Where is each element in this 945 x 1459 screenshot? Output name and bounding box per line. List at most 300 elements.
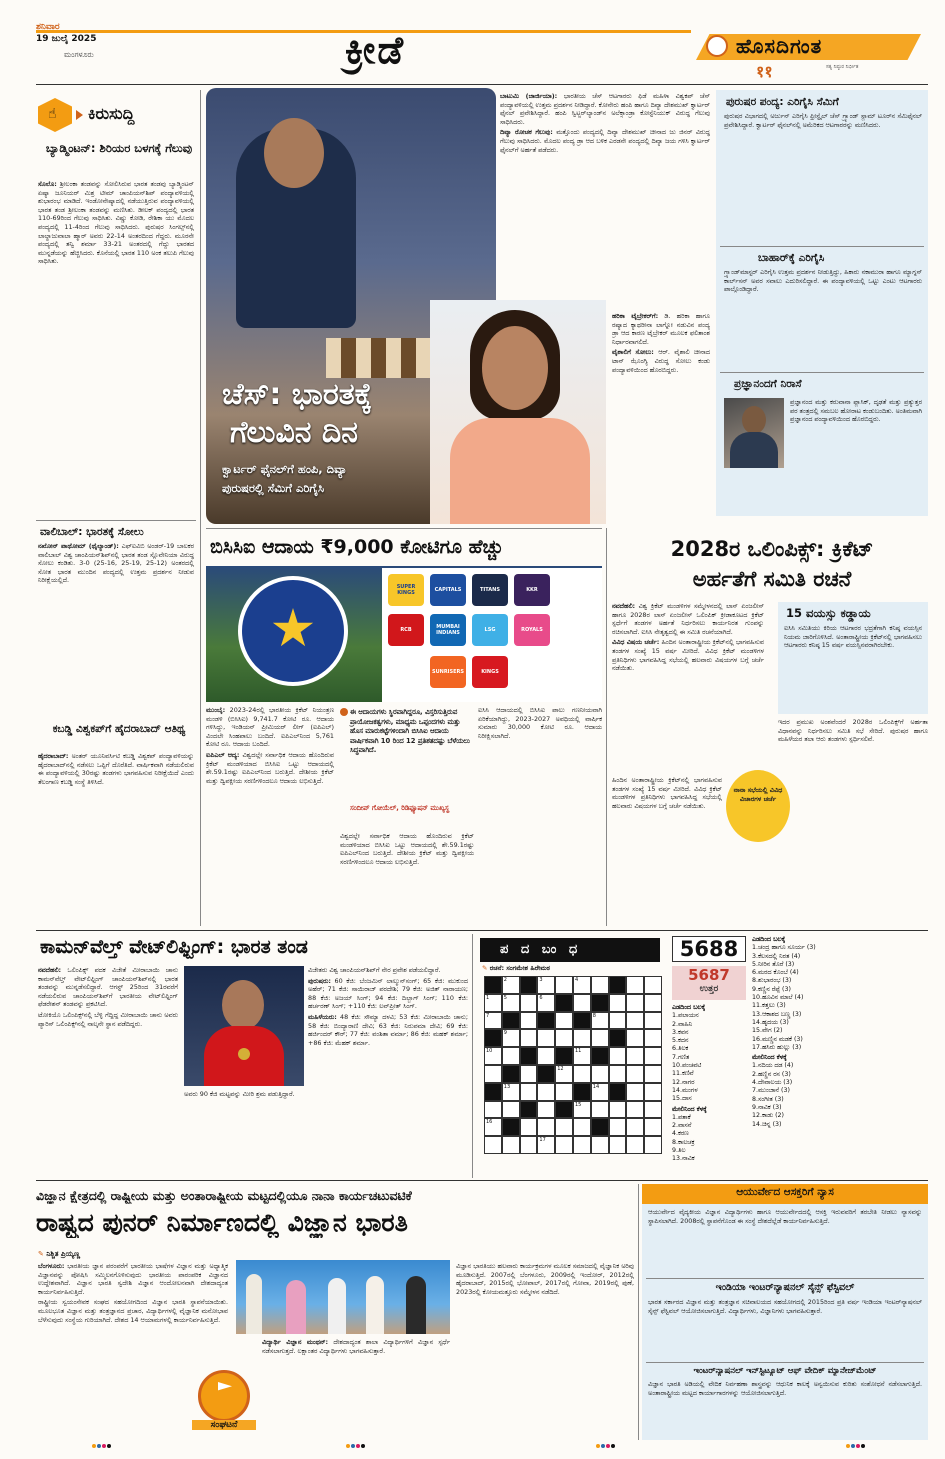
clue-down-item: 4.ದೇವಾಲಯ (3) [752,1079,793,1087]
crossword-cell[interactable] [520,994,538,1012]
wl-right-rule [472,934,473,1178]
bcci-col3 [478,706,602,926]
divya-subhead: ದಿವ್ಯಾ ರೋಚಕ ಗೆಲುವು: [500,128,553,137]
crossword-cell [537,1065,555,1083]
reg-dots-2 [346,1444,365,1448]
wl-col1 [38,966,178,1176]
crossword-cell [520,1101,538,1119]
crossword-clues [752,936,928,1129]
prev-across-item: 6.ತಿಲಕ [672,1045,689,1053]
crossword-cell[interactable]: 1 [484,994,502,1012]
ipl-logo-rr: ROYALS [514,614,550,646]
crossword-cell[interactable] [573,994,591,1012]
crossword-cell[interactable] [644,1101,662,1119]
crossword-cell[interactable]: 10 [484,1047,502,1065]
crossword-cell [484,1083,502,1101]
clue-down-item: 9.ನಾವಿಕ (3) [752,1103,782,1111]
chess-dateline: ಬಾಟುಮಿ (ಜಾರ್ಜಿಯಾ): [500,92,558,100]
sanghatane-label: ಸಂಘಟನೆ [192,1420,256,1430]
crossword-cell[interactable] [555,976,573,994]
kirusuddi-label: ಕಿರುಸುದ್ದಿ [88,104,135,123]
masthead-city: ಮಂಗಳೂರು [64,50,94,59]
olympics-body3: ಇದರ ಪ್ರಮುಖ ಅಂಶವೆಂದರೆ 2028ರ ಒಲಿಂಪಿಕ್ಸ್‌ಗೆ ಅರ್ಹತಾ ವಿಧಾನವನ್ನು ನಿರ್ಧರಿಸಲು ಸಮಿತಿ ಸಭೆ ಸೇರಿದೆ. ಪುರುಷರ ಹಾಗೂ ಮಹಿಳೆಯರ ತಲಾ ಆರು ತಂಡಗಳು ಸ್ಪರ್ಧಿಸಲಿವೆ. [778,718,928,744]
olympics-col1 [612,602,764,772]
paper-logo [696,30,928,84]
olympics-callout-text: ನಾನಾ ಸಭೆಯಲ್ಲಿ ವಿವಿಧ ವಿಚಾರಗಳ ಚರ್ಚೆ [733,786,783,803]
chess-title-line1: ಚೆಸ್: ಭಾರತಕ್ಕೆ [222,377,373,412]
ipl-logo-rcb: RCB [388,614,424,646]
crossword-cell [591,1047,609,1065]
reg-dots-1 [92,1444,111,1448]
crossword-cell[interactable] [555,1083,573,1101]
wl-body1: ಒಲಿಂಪಿಕ್ಸ್ ಪದಕ ವಿಜೇತೆ ಮೀರಾಬಾಯಿ ಚಾನು ಕಾಮನ್‌ವೆಲ್ತ್ ವೇಟ್‌ಲಿಫ್ಟಿಂಗ್ ಚಾಂಪಿಯನ್‌ಶಿಪ್‌ನಲ್ಲಿ ಭಾರತ ತಂಡವನ್ನು ಮುನ್ನಡೆಸಲಿದ್ದಾರೆ. ಆಗಸ್ಟ್ 25ರಿಂದ 31ರವರೆಗೆ ನಡೆಯಲಿರುವ ಚಾಂಪಿಯನ್‌ಶಿಪ್‌ಗೆ ಭಾರತೀಯ ವೇಟ್‌ಲಿಫ್ಟಿಂಗ್ ಫೆಡರೇಶನ್ ತಂಡವನ್ನು ಪ್ರಕಟಿಸಿದೆ. [38,966,178,1009]
ipl-logos [382,568,602,700]
clue-across-item: 10.ಹೂವಿನ ಮಾಲೆ (4) [752,994,804,1002]
volley-headline: ವಾಲಿಬಾಲ್: ಭಾರತಕ್ಕೆ ಸೋಲು [40,526,144,538]
paper-name: ಹೊಸದಿಗಂತ [736,34,823,58]
crossword-cell [573,1083,591,1101]
clue-down-item: 14.ಚಿನ್ನ (3) [752,1120,782,1128]
vijnana-dateline: ಬೆಂಗಳೂರು: [38,1262,65,1270]
clue-across-item: 15.ವೇಗ (2) [752,1027,783,1035]
masthead-day: ಶನಿವಾರ [36,22,60,32]
kabaddi-body: ಅಂತರ್ ಯೂನಿವರ್ಸಿಟಿ ಕಬಡ್ಡಿ ವಿಶ್ವಕಪ್ ಪಂದ್ಯಾವಳಿಯನ್ನು ಹೈದರಾಬಾದ್‌ನಲ್ಲಿ ನಡೆಸಲು ಒಪ್ಪಿಗೆ ದೊರೆತಿದೆ. ವಾರ್ಷಿಕವಾಗಿ ನಡೆಯಲಿರುವ ಈ ಪಂದ್ಯಾವಳಿಯಲ್ಲಿ 30ರಷ್ಟು ತಂಡಗಳು ಭಾಗವಹಿಸುವ ನಿರೀಕ್ಷೆಯಿದೆ ಎಂದು ತೆಲಂಗಾಣ ಕಬಡ್ಡಿ ಸಂಸ್ಥೆ ತಿಳಿಸಿದೆ. [38,752,194,786]
ipl-logo-csk: SUPER KINGS [388,574,424,606]
crossword-cell[interactable] [626,994,644,1012]
section-title: ಕ್ರೀಡೆ [345,28,406,72]
crossword-cell[interactable] [573,1118,591,1136]
crossword-cell[interactable] [555,1029,573,1047]
clues-across-list [752,944,928,1052]
chess-story [500,92,710,312]
crossword-cell[interactable] [626,1118,644,1136]
crossword-cell[interactable] [591,1029,609,1047]
crossword-cell[interactable] [626,1047,644,1065]
crossword-cell[interactable] [537,1083,555,1101]
clue-down-item: 2.ಹಣ್ಣಿನ ರಸ (3) [752,1070,791,1078]
crossword-cell [502,1065,520,1083]
crossword-cell[interactable] [591,1136,609,1154]
crossword-cell[interactable] [644,1136,662,1154]
iisf-body: ಭಾರತ ಸರ್ಕಾರದ ವಿಜ್ಞಾನ ಮತ್ತು ತಂತ್ರಜ್ಞಾನ ಸಚಿವಾಲಯದ ಸಹಯೋಗದಲ್ಲಿ 2015ರಿಂದ ಪ್ರತಿ ವರ್ಷ ಇಂಡಿಯಾ ಇಂಟರ್‌ನ್ಯಾಷನಲ್ ಸೈನ್ಸ್ ಫೆಸ್ಟಿವಲ್ ಆಯೋಜಿಸಲಾಗುತ್ತಿದೆ. ವಿದ್ಯಾರ್ಥಿಗಳು, ವಿಜ್ಞಾನಿಗಳು ಭಾಗವಹಿಸುತ್ತಾರೆ. [648,1298,922,1315]
crossword-cell[interactable]: 7 [484,1012,502,1030]
students-body: ದೇಶದಾದ್ಯಂತ ಶಾಲಾ ವಿದ್ಯಾರ್ಥಿಗಳಿಗೆ ವಿಜ್ಞಾನ ಸ್ಪರ್ಧೆ ನಡೆಸಲಾಗುತ್ತದೆ. ಲಕ್ಷಾಂತರ ವಿದ್ಯಾರ್ಥಿಗಳು ಭಾಗವಹಿಸುತ್ತಾರೆ. [262,1338,450,1355]
clue-across-item: 6.ಮರದ ಕೊಂಬೆ (4) [752,969,799,977]
clue-across-item: 9.ಕಣ್ಣಿನ ರೆಪ್ಪೆ (3) [752,985,791,993]
olympics-col1-lower [612,776,722,926]
crossword-cell[interactable] [520,1029,538,1047]
crossword-cell[interactable]: 2 [502,976,520,994]
vijnana-col2 [262,1338,450,1438]
clue-across-item: 14.ಹೃದಯ (3) [752,1018,789,1026]
age-box-title: 15 ವಯಸ್ಸು ಕಡ್ಡಾಯ [786,606,871,620]
students-subhead: ವಿದ್ಯಾರ್ಥಿ ವಿಜ್ಞಾನ ಮಂಥನ್: [262,1338,329,1346]
prev-down-title: ಮೇಲಿನಿಂದ ಕೆಳಕ್ಕೆ [672,1105,707,1113]
wl-dateline: ನವದೆಹಲಿ: [38,966,62,974]
crossword-cell[interactable] [644,1029,662,1047]
bcci-body1: 2023-24ರಲ್ಲಿ ಭಾರತೀಯ ಕ್ರಿಕೆಟ್ ನಿಯಂತ್ರಣ ಮಂಡಳಿ (ಬಿಸಿಸಿಐ) 9,741.7 ಕೋಟಿ ರೂ. ಆದಾಯ ಗಳಿಸಿದ್ದು, ಇಂಡಿಯನ್ ಪ್ರೀಮಿಯರ್ ಲೀಗ್ (ಐಪಿಎಲ್) ವಿಂದಲೇ ಸಿಂಹಪಾಲು ಬಂದಿದೆ. ಐಪಿಎಲ್‌ನಿಂದ 5,761 ಕೋಟಿ ರೂ. ಆದಾಯ ಬಂದಿದೆ. [206,706,334,749]
bcci-right-rule [606,528,607,926]
wl-body2: ಟೋಕಿಯೊ ಒಲಿಂಪಿಕ್ಸ್‌ನಲ್ಲಿ ಬೆಳ್ಳಿ ಗೆದ್ದಿದ್ದ ಮೀರಾಬಾಯಿ ಚಾನು ಅವರು ಪ್ಯಾರಿಸ್ ಒಲಿಂಪಿಕ್ಸ್‌ನಲ್ಲಿ ನಾಲ್ಕನೇ ಸ್ಥಾನ ಪಡೆದಿದ್ದರು. [38,1010,178,1028]
crossword-cell[interactable] [520,1083,538,1101]
clues-down-list [752,1062,928,1128]
prev-across-item: 5.ಕದನ [672,1037,689,1045]
crossword-cell[interactable] [555,1136,573,1154]
bcci-col2-lower [340,832,474,926]
crossword-cell[interactable] [609,1047,627,1065]
page-number: ११ [756,62,773,81]
iisf-title: ಇಂಡಿಯಾ ಇಂಟರ್‌ನ್ಯಾಷನಲ್ ಸೈನ್ಸ್ ಫೆಸ್ಟಿವಲ್ [715,1282,855,1293]
wl-caption: ಅವರು 90 ಕೆಜಿ ಮಟ್ಟವನ್ನು ಮೀರಿ ಶ್ರಮ ಪಡುತ್ತಿದ್ದಾರೆ. [184,1090,295,1098]
left-col-rule [200,90,201,926]
bcci-top-rule [206,528,602,529]
clue-across-item: 8.ಶುಭಾರಂಭ (3) [752,977,792,985]
vijnana-body3: ವಿಜ್ಞಾನ ಭಾರತಿಯು ಹಲವಾರು ಕಾರ್ಯಕ್ರಮಗಳ ಮೂಲಕ ಸಮಾಜದಲ್ಲಿ ವೈಜ್ಞಾನಿಕ ಅರಿವು ಮೂಡಿಸುತ್ತಿದೆ. 2007ರಲ್ಲಿ ಬೆಂಗಳೂರು, 2009ರಲ್ಲಿ ಇಂದೋರ್, 2012ರಲ್ಲಿ ಹೈದರಾಬಾದ್, 2015ರಲ್ಲಿ ಭೋಪಾಲ್, 2017ರಲ್ಲಿ ಗೋವಾ, 2019ರಲ್ಲಿ ಪುಣೆ, 2023ರಲ್ಲಿ ಕೋಯಮತ್ತೂರು ಸಮ್ಮೇಳನ ನಡೆದಿದೆ. [456,1262,634,1296]
sanghatane-logo [192,1370,256,1432]
crossword-cell[interactable]: 6 [537,994,555,1012]
crossword-cell [573,1012,591,1030]
prev-down-item: 2.ವಾಸನೆ [672,1122,692,1130]
crossword-cell[interactable] [644,976,662,994]
bcci-dateline: ಮುಂಬೈ: [206,706,226,714]
crossword-cell[interactable]: 13 [502,1083,520,1101]
chess-subtitle-line2: ಪುರುಷರಲ್ಲಿ ಸೆಮಿಗೆ ಎರಿಗೈಸಿ [222,481,325,495]
crossword-cell[interactable] [626,976,644,994]
prev-down-item: 4.ಕರಣ [672,1130,689,1138]
badminton-headline: ಬ್ಯಾಡ್ಮಿಂಟನ್: ಶಿರಿಯರ ಬಳಗಕ್ಕೆ ಗೆಲುವು [45,141,193,155]
crossword-cell[interactable] [537,1047,555,1065]
weightlifting-headline: ಕಾಮನ್‌ವೆಲ್ತ್ ವೇಟ್‌ಲಿಫ್ಟಿಂಗ್: ಭಾರತ ತಂಡ [40,936,308,958]
crossword-cell [537,1012,555,1030]
crossword-cell[interactable] [520,1065,538,1083]
clue-across-item: 16.ಮಣ್ಣಿನ ಮಡಕೆ (3) [752,1035,803,1043]
crossword-cell[interactable] [644,1047,662,1065]
prev-down-list [672,1114,748,1164]
olympics-body2: ಹಿಂದಿನ ಅಂತಾರಾಷ್ಟ್ರೀಯ ಕ್ರಿಕೆಟ್‌ನಲ್ಲಿ ಭಾಗವಹಿಸುವ ತಂಡಗಳ ಸಂಖ್ಯೆ 15 ವರ್ಷ ಮೀರಿದೆ. ವಿವಿಧ ಕ್ರಿಕೆಟ್ ಮಂಡಳಿಗಳ ಪ್ರತಿನಿಧಿಗಳು ಭಾಗವಹಿಸಿದ್ದ ಸಭೆಯಲ್ಲಿ ಹಲವಾರು ವಿಷಯಗಳ ಬಗ್ಗೆ ಚರ್ಚೆ ನಡೆಯಿತು. [612,638,764,673]
wl-body3: ವಿಜೇತರು ವಿಶ್ವ ಚಾಂಪಿಯನ್‌ಶಿಪ್‌ಗೆ ನೇರ ಪ್ರವೇಶ ಪಡೆಯಲಿದ್ದಾರೆ. [308,966,441,974]
byline-icon: ✎ [38,1250,47,1258]
ipl-logo-srh: SUNRISERS [430,656,466,688]
ipl-logo-pbks: KINGS [472,656,508,688]
sidebar-divider-1 [720,246,924,247]
wl-col3 [308,966,468,1176]
bcci-body2-cont: ವಿಶ್ವದಲ್ಲೇ ಸರ್ವಾಧಿಕ ಆದಾಯ ಹೊಂದಿರುವ ಕ್ರಿಕೆಟ್ ಮಂಡಳಿಯಾದ ಬಿಸಿಸಿಐ ಒಟ್ಟು ಆದಾಯದಲ್ಲಿ ಶೇ.59.1ರಷ್ಟು ಐಪಿಎಲ್‌ನಿಂದ ಬರುತ್ತಿದೆ. ದೇಶೀಯ ಕ್ರಿಕೆಟ್ ಮತ್ತು ದ್ವಿಪಕ್ಷೀಯ ಸರಣಿಗಳಿಂದಲೂ ಆದಾಯ ಲಭಿಸುತ್ತಿದೆ. [340,832,474,866]
bcci-headline: ಬಿಸಿಸಿಐ ಆದಾಯ ₹9,000 ಕೋಟಿಗೂ ಹೆಚ್ಚು [210,536,504,558]
age-box [778,602,928,714]
prev-across-item: 3.ಕವನ [672,1028,689,1036]
badminton-body: ಶ್ರೀಲಂಕಾ ತಂಡವನ್ನು ಸೋಲಿಸಿರುವ ಭಾರತ ತಂಡವು ಬ್ಯಾಡ್ಮಿಂಟನ್ ಏಷ್ಯಾ ಜೂನಿಯರ್ ಮಿಶ್ರ ಟೀಮ್ ಚಾಂಪಿಯನ್‌ಶಿಪ್ ಪಂದ್ಯಾವಳಿಯಲ್ಲಿ ಶುಭಾರಂಭ ಮಾಡಿದೆ. ಇಂಡೋನೇಷ್ಯಾದಲ್ಲಿ ನಡೆಯುತ್ತಿರುವ ಪಂದ್ಯಾವಳಿಯಲ್ಲಿ ಭಾರತ ತಂಡ ಶ್ರೀಲಂಕಾ ತಂಡವನ್ನು ಮಣಿಸಿತು. ಡೀಲಕ್ ಪಂದ್ಯದಲ್ಲಿ ಭಾರತ 110-69ರಿಂದ ಗೆಲುವು ಸಾಧಿಸಿತು. ವಿಷ್ಣು ಕೋಡಿ, ರೇಶಿಕಾ ಯು ಮೊದಲ ಪಂದ್ಯದಲ್ಲಿ 11-4ರಿಂದ ಗೆಲುವು ಸಾಧಿಸಿದರು. ಪುರುಷರ ಸಿಂಗಲ್ಸ್‌ನಲ್ಲಿ ಲಾಲ್ಥಾಜುವಾಲಾ ಹ್ಮಾರ್ ಅವರು 22-14 ಅಂತರದಿಂದ ಗೆದ್ದರು. ಮೂರನೇ ಪಂದ್ಯದಲ್ಲಿ ತನ್ವಿ ಶರ್ಮಾ 33-21 ಅಂತರದಲ್ಲಿ ಗೆದ್ದು ಭಾರತದ ಮುನ್ನಡೆಯನ್ನು ಹೆಚ್ಚಿಸಿದರು. ಕೊನೆಯಲ್ಲಿ ಭಾರತ 110 ಅಂಕ ತಲುಪಿ ಗೆಲುವು ಸಾಧಿಸಿತು. [38,180,194,266]
crossword-cell[interactable] [591,1101,609,1119]
ayur-divider [646,1278,924,1279]
crossword-cell[interactable] [484,1065,502,1083]
wl-women-head: ಮಹಿಳೆಯರು: [308,1012,337,1021]
crossword-cell[interactable]: 9 [502,1029,520,1047]
crossword-cell[interactable] [626,1012,644,1030]
volley-story [38,542,194,720]
crossword-cell[interactable] [626,1083,644,1101]
prev-down-item: 13.ನಾವಿಕ [672,1155,695,1163]
badminton-story [38,180,194,510]
pragg-photo [724,398,784,468]
crossword-cell[interactable] [609,1065,627,1083]
wl-men-head: ಪುರುಷರು: [308,976,331,985]
crossword-cell[interactable] [591,1065,609,1083]
clues-down-title: ಮೇಲಿನಿಂದ ಕೆಳಕ್ಕೆ [752,1054,787,1062]
prev-across-item: 14.ಮಂಗಳ [672,1086,698,1094]
bcci-quote: ಈ ಆದಾಯಗಳು ಸ್ಥಿರವಾಗಿದ್ದರೂ, ವಿಸ್ತರಿಸುತ್ತಿರುವ ಪ್ರಾಯೋಜಕತ್ವಗಳು, ಮಾಧ್ಯಮ ಒಪ್ಪಂದಗಳು ಮತ್ತು ಹೊಸ ಮಾರುಕಟ್ಟೆಗಳಿಂದಾಗಿ ಬಿಸಿಸಿಐ ಆದಾಯ ವಾರ್ಷಿಕವಾಗಿ 10 ರಿಂದ 12 ಪ್ರತಿಶತದಷ್ಟು ಬೆಳೆಯಲು ಸಿದ್ಧವಾಗಿದೆ. [350,708,470,754]
ipl-logo-mi: MUMBAI INDIANS [430,614,466,646]
crossword-cell [609,976,627,994]
crossword-cell[interactable] [609,1012,627,1030]
olympics-headline-line2: ಅರ್ಹತೆಗೆ ಸಮಿತಿ ರಚನೆ [692,567,852,591]
crossword-cell[interactable]: 8 [591,1012,609,1030]
left-divider-1 [36,520,196,521]
olympics-subhead: ವಿವಿಧ ವಿಷಯ ಚರ್ಚೆ: [612,638,660,647]
sidebar-divider-2 [720,372,924,373]
olympics-body1: ವಿಶ್ವ ಕ್ರಿಕೆಟ್ ಮಂಡಳಿಗಳ ಸಮ್ಮೇಳನದಲ್ಲಿ ಲಾಸ್ ಏಂಜಲೀಸ್ ಹಾಗೂ 2028ರ ಲಾಸ್ ಏಂಜಲೀಸ್ ಒಲಿಂಪಿಕ್ ಕ್ರೀಡಾಕೂಟದ ಕ್ರಿಕೆಟ್ ಸ್ಪರ್ಧೆಗೆ ತಂಡಗಳ ಅರ್ಹತೆ ನಿರ್ಧರಿಸಲು ಕಾರ್ಯನಿರತ ಗುಂಪನ್ನು ರಚಿಸಲಾಗಿದೆ. ಐಸಿಸಿ ನೇತೃತ್ವದಲ್ಲಿ ಈ ಸಮಿತಿ ರಚನೆಯಾಗಿದೆ. [612,602,764,636]
clue-across-item: 17.ಹಸಿರು ಹುಲ್ಲು (3) [752,1043,802,1051]
masthead-date: 19 ಜುಲೈ 2025 [36,34,97,44]
crossword-cell[interactable] [626,1065,644,1083]
vijnana-headline: ರಾಷ್ಟ್ರದ ಪುನರ್ ನಿರ್ಮಾಣದಲ್ಲಿ ವಿಜ್ಞಾನ ಭಾರತಿ [36,1208,408,1237]
crossword-cell[interactable] [484,1136,502,1154]
reg-dots-3 [596,1444,615,1448]
clue-down-item: 1.ನದಿಯ ದಡ (4) [752,1062,794,1070]
vaishali-body: ಆರ್. ವೈಶಾಲಿ ಚೀನಾದ ಟಾನ್ ಝೊಂಗ್ಯಿ ವಿರುದ್ಧ ಸೋಲು ಕಂಡು ಪಂದ್ಯಾವಳಿಯಿಂದ ಹೊರಬಿದ್ದರು. [612,348,710,374]
bahar-body: ಗ್ರ್ಯಾಂಡ್‌ಮಾಸ್ಟರ್ ಎರಿಗೈಸಿ ಉತ್ತಮ ಪ್ರದರ್ಶನ ನೀಡುತ್ತಿದ್ದು, ಹಿಕಾರು ನಕಾಮುರಾ ಹಾಗೂ ಮ್ಯಾಗ್ನಸ್ ಕಾರ್ಲ್‌ಸನ್ ಅವರ ಸವಾಲು ಎದುರಿಸಲಿದ್ದಾರೆ. ಈ ಪಂದ್ಯಾವಳಿಯಲ್ಲಿ ಒಟ್ಟು ಎಂಟು ಆಟಗಾರರು ಪಾಲ್ಗೊಂಡಿದ್ದಾರೆ. [724,268,922,294]
vijnana-byline-text: ನಿಶ್ಚಿತ ಪ್ರಿಯ್ಯಣ್ಣ [46,1250,81,1258]
vedic-body: ವಿಜ್ಞಾನ ಭಾರತಿ ಅಡಿಯಲ್ಲಿ ವೇದಿಕ ನಿರ್ವಹಣಾ ಶಾಸ್ತ್ರವನ್ನು ಆಧುನಿಕ ಕಾಲಕ್ಕೆ ಅನ್ವಯಿಸುವ ಕುರಿತು ಸಂಶೋಧನೆ ನಡೆಸಲಾಗುತ್ತಿದೆ. ಅಂತಾರಾಷ್ಟ್ರೀಯ ಮಟ್ಟದ ಕಾರ್ಯಾಗಾರಗಳನ್ನು ಆಯೋಜಿಸಲಾಗುತ್ತಿದೆ. [648,1380,922,1397]
crossword-author [482,964,662,973]
badminton-dateline: ಸೊಲೊ: [38,180,57,188]
bcci-logo-icon [238,576,348,686]
bahar-headline: ಬಾಹಾರ್‌ಕ್ಕೆ ಎರಿಗೈಸಿ [758,252,825,264]
kabaddi-headline: ಕಬಡ್ಡಿ ವಿಶ್ವಕಪ್‌ಗೆ ಹೈದರಾಬಾದ್ ಆತಿಥ್ಯ [52,723,186,735]
ipl-logo-kkr: KKR [514,574,550,606]
bcci-quote-author: ಸಂದೀಪ್ ಗೋಯೆಲ್, ರಿಡಿಫ್ಯೂಷನ್ ಮುಖ್ಯಸ್ಥ [350,804,450,812]
crossword-cell[interactable]: 5 [502,994,520,1012]
crossword-cell [484,1029,502,1047]
crossword-cell[interactable] [626,1136,644,1154]
ipl-logo-dc: CAPITALS [430,574,466,606]
vijnana-col3 [456,1262,634,1438]
kirusuddi-header: ☝ ಕಿರುಸುದ್ದಿ [36,96,196,136]
crossword-cell [520,976,538,994]
crossword-cell[interactable] [609,994,627,1012]
harika-subhead: ಹರಿಕಾ ಟೈಬ್ರೇಕರ್‌ಗೆ: [612,312,659,320]
iisf-divider [646,1362,924,1363]
crossword-cell [502,1012,520,1030]
chess-story-cont [612,312,710,522]
crossword-cell[interactable] [502,1101,520,1119]
volley-dateline: ನಖೋನ್ ಪಾಥೋಮ್ (ಥೈಲ್ಯಾಂಡ್): [38,542,119,550]
prev-down-item: 1.ಪತಾಕೆ [672,1113,691,1121]
volley-body: ಎಫ್‌ಐವಿಬಿ ಅಂಡರ್-19 ಬಾಲಕರ ವಾಲಿಬಾಲ್ ವಿಶ್ವ ಚಾಂಪಿಯನ್‌ಶಿಪ್‌ನಲ್ಲಿ ಭಾರತ ತಂಡ ಸ್ಲೊವೇನಿಯಾ ವಿರುದ್ಧ ಸೋಲು ಕಂಡಿತು. 3-0 (25-16, 25-19, 25-12) ಅಂತರದಲ್ಲಿ ಸೋತ ಭಾರತ ಮುಂದಿನ ಪಂದ್ಯದಲ್ಲಿ ಉತ್ತಮ ಪ್ರದರ್ಶನ ನೀಡುವ ನಿರೀಕ್ಷೆಯಲ್ಲಿದೆ. [38,542,194,585]
prev-across-item: 1.ಪಲಾಯನ [672,1012,699,1020]
crossword-cell [555,994,573,1012]
prev-down-item: 8.ಕಾಲಚಕ್ರ [672,1138,695,1146]
crossword-cell[interactable]: 4 [573,976,591,994]
crossword-cell[interactable] [573,1029,591,1047]
prev-number: 5687 [688,966,730,984]
chess-subtitle [222,460,462,498]
crossword-number: 5688 [672,936,746,962]
crossword-cell [555,1047,573,1065]
clue-down-item: 8.ಸಂಗೀತ (3) [752,1095,784,1103]
bcci-body2: ವಿಶ್ವದಲ್ಲೇ ಸರ್ವಾಧಿಕ ಆದಾಯ ಹೊಂದಿರುವ ಕ್ರಿಕೆಟ್ ಮಂಡಳಿಯಾದ ಬಿಸಿಸಿಐ ಒಟ್ಟು ಆದಾಯದಲ್ಲಿ ಶೇ.59.1ರಷ್ಟು ಐಪಿಎಲ್‌ನಿಂದ ಬರುತ್ತಿದೆ. ದೇಶೀಯ ಕ್ರಿಕೆಟ್ ಮತ್ತು ದ್ವಿಪಕ್ಷೀಯ ಸರಣಿಗಳಿಂದಲೂ ಆದಾಯ ಲಭಿಸುತ್ತಿದೆ. [206,750,334,785]
vijnana-body2: ರಾಷ್ಟ್ರೀಯ ಸ್ವಯಂಸೇವಕ ಸಂಘದ ಸಹಯೋಗದಿಂದ ವಿಜ್ಞಾನ ಭಾರತಿ ಸ್ಥಾಪನೆಯಾಯಿತು. ಮೂಲಭೂತ ವಿಜ್ಞಾನ ಮತ್ತು ತಂತ್ರಜ್ಞಾನದ ಪ್ರಚಾರ, ವಿದ್ಯಾರ್ಥಿಗಳಲ್ಲಿ ವೈಜ್ಞಾನಿಕ ಮನೋಭಾವ ಬೆಳೆಸುವುದು ಸಂಸ್ಥೆಯ ಗುರಿಯಾಗಿದೆ. ದೇಶದ 14 ಆಯಾಮಗಳಲ್ಲಿ ಕಾರ್ಯನಿರ್ವಹಿಸುತ್ತಿದೆ. [38,1298,228,1324]
crossword-cell[interactable] [520,1136,538,1154]
lower-divider [36,1180,928,1181]
clue-across-item: 3.ಕೆಲಸದಲ್ಲಿ ನಿರತ (4) [752,952,801,960]
bcci-body3: ಐಸಿಸಿ ಆದಾಯದಲ್ಲಿ ಬಿಸಿಸಿಐ ಪಾಲು ಗಣನೀಯವಾಗಿ ಏರಿಕೆಯಾಗಿದ್ದು, 2023-2027 ಅವಧಿಯಲ್ಲಿ ವಾರ್ಷಿಕ ಸುಮಾರು 30,000 ಕೋಟಿ ರೂ. ಆದಾಯ ನಿರೀಕ್ಷಿಸಲಾಗಿದೆ. [478,706,602,740]
vijnana-byline [38,1250,80,1259]
crossword-cell [609,1083,627,1101]
wl-men-body: 60 ಕೆಜಿ: ಬೆಂಜಮಿನ್ ಲಾಲ್ಮುನ್‌ಸಂಗ್; 65 ಕೆಜಿ: ಮುಕುಂದ ಅಹೆರ್; 71 ಕೆಜಿ: ಸಾಯಿರಾಜ್ ಪರದೇಶಿ; 79 ಕೆಜಿ: ಅಜಿತ್ ನಾರಾಯಣ; 88 ಕೆಜಿ: ಅಜಯ್ ಸಿಂಗ್; 94 ಕೆಜಿ: ದಿಲ್ಬಾಗ್ ಸಿಂಗ್; 110 ಕೆಜಿ: ಹರ್ಚರಣ್ ಸಿಂಗ್; +110 ಕೆಜಿ: ಲವ್‌ಪ್ರೀತ್ ಸಿಂಗ್. [308,976,468,1011]
logo-emblem-icon [706,35,728,57]
prev-across-item: 12.ನಾಗರ [672,1078,695,1086]
crossword-cell[interactable] [573,1136,591,1154]
bcci-ipl-subhead: ಐಪಿಎಲ್ ಆದ್ಯ: [206,750,240,759]
clues-across-title: ಎಡದಿಂದ ಬಲಕ್ಕೆ [752,936,786,943]
quote-icon [340,708,348,716]
prev-across-item: 11.ಕಣಿವೆ [672,1070,694,1078]
olympics-body2-cont: ಹಿಂದಿನ ಅಂತಾರಾಷ್ಟ್ರೀಯ ಕ್ರಿಕೆಟ್‌ನಲ್ಲಿ ಭಾಗವಹಿಸುವ ತಂಡಗಳ ಸಂಖ್ಯೆ 15 ವರ್ಷ ಮೀರಿದೆ. ವಿವಿಧ ಕ್ರಿಕೆಟ್ ಮಂಡಳಿಗಳ ಪ್ರತಿನಿಧಿಗಳು ಭಾಗವಹಿಸಿದ್ದ ಸಭೆಯಲ್ಲಿ ಹಲವಾರು ವಿಷಯಗಳ ಬಗ್ಗೆ ಚರ್ಚೆ ನಡೆಯಿತು. [612,776,722,810]
ipl-logo-lsg: LSG [472,614,508,646]
crossword-cell[interactable] [644,1012,662,1030]
crossword-cell [609,1029,627,1047]
prev-across [672,1004,748,1164]
crossword-cell [484,976,502,994]
masthead-bottom-rule [36,84,928,85]
prev-across-item: 2.ವಾಹಿನಿ [672,1020,693,1028]
kirusuddi-arrow-icon [76,110,83,120]
crossword-cell[interactable] [537,1118,555,1136]
crossword-cell[interactable]: 12 [555,1065,573,1083]
prev-across-item: 15.ದಾಸ [672,1095,692,1103]
olympics-dateline: ನವದೆಹಲಿ: [612,602,636,610]
vijnana-body1: ಭಾರತೀಯ ಜ್ಞಾನ ಪರಂಪರೆಗೆ ಭಾರತೀಯ ಭಾಷೆಗಳ ವಿಜ್ಞಾನ ಮತ್ತು ಅಧ್ಯಾತ್ಮಿಕ ವಿಜ್ಞಾನವನ್ನು ಪೋಷಿಸಿ ಸಮ್ಮಿಲನಗೊಳಿಸುವುದು ಭಾರತೀಯ ಪಾರಂಪರಿಕ ವಿಜ್ಞಾನದ ಉದ್ದೇಶವಾಗಿದೆ. ವಿಜ್ಞಾನ ಭಾರತಿ ಸ್ವದೇಶಿ ವಿಜ್ಞಾನ ಆಂದೋಲನವಾಗಿ ದೇಶದಾದ್ಯಂತ ಕಾರ್ಯನಿರ್ವಹಿಸುತ್ತಿದೆ. [38,1262,228,1296]
sanghatane-emblem-icon [198,1370,250,1422]
crossword-cell[interactable] [644,1118,662,1136]
crossword-cell[interactable] [484,1101,502,1119]
crossword-author-text: ರಚನೆ: ಸಂಗಮೇಶ ಹಿರೇಮಠ [489,964,550,972]
erigaisi-headline: ಪುರುಷರ ಪಂದ್ಯ: ಎರಿಗೈಸಿ ಸೆಮಿಗೆ [726,96,839,108]
date-block [36,22,116,44]
crossword-cell[interactable] [644,1065,662,1083]
crossword-cell[interactable]: 15 [573,1101,591,1119]
crossword-cell[interactable]: 3 [537,976,555,994]
crossword-cell [502,1118,520,1136]
ipl-logo-gt: TITANS [472,574,508,606]
prev-across-title: ಎಡದಿಂದ ಬಲಕ್ಕೆ [672,1004,706,1011]
crossword-cell[interactable] [644,994,662,1012]
crossword-cell [591,1118,609,1136]
clue-down-item: 7.ಮುಂಜಾನೆ (3) [752,1087,790,1095]
prev-answer-box [672,966,746,1000]
paper-tagline: ಸತ್ಯ ನಿಷ್ಠುರ ನಿರ್ಭೀತ [826,64,859,70]
olympics-col2 [778,718,928,926]
crossword-cell[interactable] [644,1083,662,1101]
vedic-title: ಇಂಟರ್‌ನ್ಯಾಷನಲ್ ಇನ್‌ಸ್ಟಿಟ್ಯೂಟ್ ಆಫ್ ವೇದಿಕ್ ಮ್ಯಾನೇಜ್‌ಮೆಂಟ್ [693,1366,877,1376]
bcci-col1 [206,706,334,926]
crossword-cell[interactable] [609,1101,627,1119]
masthead [0,0,945,88]
crossword-cell[interactable] [537,1101,555,1119]
kabaddi-dateline: ಹೈದರಾಬಾದ್: [38,752,69,760]
olympics-headline [616,534,928,594]
crossword-cell[interactable] [502,1047,520,1065]
wl-women-body: 48 ಕೆಜಿ: ಸೌಮ್ಯಾ ದಳವಿ; 53 ಕೆಜಿ: ಮೀರಾಬಾಯಿ ಚಾನು; 58 ಕೆಜಿ: ಬಿಂದ್ಯಾರಾಣಿ ದೇವಿ; 63 ಕೆಜಿ: ನಿರುಪಮಾ ದೇವಿ; 69 ಕೆಜಿ: ಹರ್ಜಿಂದರ್ ಕೌರ್; 77 ಕೆಜಿ: ವಂಶಿತಾ ವರ್ಮಾ; 86 ಕೆಜಿ: ಮಹಕ್ ಶರ್ಮಾ; +86 ಕೆಜಿ: ಮೆಹಕ್ ಶರ್ಮಾ. [308,1012,468,1047]
crossword-cell[interactable]: 11 [573,1047,591,1065]
harika-body: ಡಿ. ಹರಿಕಾ ಹಾಗೂ ರಷ್ಯಾದ ಕ್ಯಾಥರೀನಾ ಲಾಗ್ನೋ ನಡುವಿನ ಪಂದ್ಯ ಡ್ರಾ ಆದ ಕಾರಣ ಟೈಬ್ರೇಕರ್ ಮೂಲಕ ಫಲಿತಾಂಶ ನಿರ್ಧಾರವಾಗಲಿದೆ. [612,312,710,346]
pragg-body: ಪ್ರಜ್ಞಾನಂದ ಮತ್ತು ಕರುವಾನಾ ಪ್ಲಾಸಿಕ್, ದೃಢತೆ ಮತ್ತು ಪ್ರತ್ಯುತ್ತರ ಪರ ತಂತ್ರದಲ್ಲಿ ಸಮಬಲ ಹೋರಾಟ ಕಂಡುಬಂದಿತು. ಅಂತಿಮವಾಗಿ ಪ್ರಜ್ಞಾನಂದ ಪಂದ್ಯಾವಳಿಯಿಂದ ಹೊರಬಿದ್ದರು. [790,398,922,424]
prev-label: ಉತ್ತರ [699,984,719,994]
crossword-grid [484,976,662,1154]
crossword-cell[interactable] [573,1065,591,1083]
crossword-label [480,938,660,962]
chess-subtitle-line1: ಕ್ವಾರ್ಟರ್ ಫೈನಲ್‌ಗೆ ಹಂಪಿ, ದಿವ್ಯಾ [222,462,348,476]
crossword-cell[interactable]: 17 [537,1136,555,1154]
divya-body: ಮತ್ತೊಂದು ಪಂದ್ಯದಲ್ಲಿ ದಿವ್ಯಾ ದೇಶಮುಖ್ ಚೀನಾದ ಜು ಜಿನರ್ ವಿರುದ್ಧ ಗೆಲುವು ಸಾಧಿಸಿದರು. ಮೊದಲ ಪಂದ್ಯ ಡ್ರಾ ಆದ ಬಳಿಕ ಎರಡನೇ ಪಂದ್ಯದಲ್ಲಿ ದಿವ್ಯಾ ಜಯ ಗಳಿಸಿ ಕ್ವಾರ್ಟರ್ ಫೈನಲ್‌ಗೆ ಅರ್ಹತೆ ಪಡೆದರು. [500,128,710,154]
clue-across-item: 13.ಆಕಾಶದ ಬಣ್ಣ (3) [752,1010,802,1018]
chess-player-head [264,118,324,188]
prev-across-item: 10.ಪಂಚವಟಿ [672,1062,702,1070]
prev-across-list [672,1012,748,1103]
kabaddi-story [38,752,194,924]
vijnana-kicker: ವಿಜ್ಞಾನ ಕ್ಷೇತ್ರದಲ್ಲಿ ರಾಷ್ಟ್ರೀಯ ಮತ್ತು ಅಂತಾರಾಷ್ಟ್ರೀಯ ಮಟ್ಟದಲ್ಲಿಯೂ ನಾನಾ ಕಾರ್ಯಚಟುವಟಿಕೆ [36,1188,412,1203]
vaishali-subhead: ವೈಶಾಲಿಗೆ ಸೋಲು: [612,348,654,357]
mirabai-photo [184,966,304,1086]
pen-icon: ✎ [482,964,490,972]
crossword-cell[interactable]: 14 [591,1083,609,1101]
vijnana-photo [236,1260,450,1334]
reg-dots-4 [846,1444,865,1448]
crossword-cell[interactable] [555,1118,573,1136]
ayur-title: ಆಯುರ್ವೇದ ಆಸಕ್ತರಿಗೆ ನ್ಯಾಸ [736,1186,834,1198]
crossword-cell[interactable] [520,1118,538,1136]
clue-across-item: 1.ಚಂದ್ರ ಹಾಗೂ ಸೂರ್ಯ (3) [752,944,816,952]
chess-body1: ಭಾರತೀಯ ಚೆಸ್ ಆಟಗಾರರು ಫಿಡೆ ಮಹಿಳಾ ವಿಶ್ವಕಪ್ ಚೆಸ್ ಪಂದ್ಯಾವಳಿಯಲ್ಲಿ ಉತ್ತಮ ಪ್ರದರ್ಶನ ನೀಡಿದ್ದಾರೆ. ಕೋನೇರು ಹಂಪಿ ಹಾಗೂ ದಿವ್ಯಾ ದೇಶಮುಖ್ ಕ್ವಾರ್ಟರ್ ಫೈನಲ್ ಪ್ರವೇಶಿಸಿದ್ದಾರೆ. ಹಂಪಿ ಸ್ವಿಟ್ಜರ್‌ಲ್ಯಾಂಡ್‌ನ ಅಲೆಕ್ಸಾಂಡ್ರಾ ಕೋಸ್ಟೆನಿಯುಕ್ ವಿರುದ್ಧ ಗೆಲುವು ಸಾಧಿಸಿದರು. [500,92,710,126]
crossword-cell[interactable] [555,1012,573,1030]
crossword-cell[interactable] [591,976,609,994]
erigaisi-body: ಪುರುಷರ ವಿಭಾಗದಲ್ಲಿ ಅರ್ಜುನ್ ಎರಿಗೈಸಿ ಫ್ರೀಸ್ಟೈಲ್ ಚೆಸ್ ಗ್ರ್ಯಾಂಡ್ ಸ್ಲಾಮ್ ಟೂರ್‌ನ ಸೆಮಿಫೈನಲ್ ಪ್ರವೇಶಿಸಿದ್ದಾರೆ. ಕ್ವಾರ್ಟರ್ ಫೈನಲ್‌ನಲ್ಲಿ ಅಮೆರಿಕದ ಆಟಗಾರರನ್ನು ಮಣಿಸಿದರು. [724,112,922,129]
crossword-label-text: ಪ ದ ಬಂ ಧ [500,942,582,957]
crossword-cell[interactable] [609,1118,627,1136]
crossword-cell [555,1101,573,1119]
bcci-quote-box [340,708,474,826]
crossword-cell[interactable] [626,1101,644,1119]
chess-title-line2: ಗೆಲುವಿನ ದಿನ [230,415,358,450]
crossword-cell[interactable] [502,1136,520,1154]
medal-icon [238,1048,250,1060]
age-box-body: ಐಸಿಸಿ ಸಮಿತಿಯು ಕಿರಿಯ ಆಟಗಾರರ ಭದ್ರತೆಗಾಗಿ ಕನಿಷ್ಠ ವಯಸ್ಸಿನ ನಿಯಮ ಜಾರಿಗೊಳಿಸಿದೆ. ಅಂತಾರಾಷ್ಟ್ರೀಯ ಕ್ರಿಕೆಟ್‌ನಲ್ಲಿ ಭಾಗವಹಿಸಲು ಆಟಗಾರರು ಕನಿಷ್ಠ 15 ವರ್ಷ ವಯಸ್ಸಿನವರಾಗಿರಬೇಕು. [784,624,922,650]
crossword-cell[interactable] [520,1012,538,1030]
crossword-cell[interactable] [626,1029,644,1047]
crossword-cell[interactable]: 16 [484,1118,502,1136]
crossword-cell[interactable] [609,1136,627,1154]
ayur-body: ಆಯುರ್ವೇದ ವೈದ್ಯಕೀಯ ವಿಜ್ಞಾನ ವಿದ್ಯಾರ್ಥಿಗಳು ಹಾಗೂ ಆಯುರ್ವೇದದಲ್ಲಿ ಆಸಕ್ತಿ ಇರುವವರಿಗೆ ತರಬೇತಿ ನೀಡಲು ನ್ಯಾಸವನ್ನು ಸ್ಥಾಪಿಸಲಾಗಿದೆ. 2008ರಲ್ಲಿ ಸ್ಥಾಪನೆಗೊಂಡ ಈ ಸಂಸ್ಥೆ ದೇಶದೆಲ್ಲೆಡೆ ಕಾರ್ಯನಿರ್ವಹಿಸುತ್ತಿದೆ. [648,1208,922,1225]
clue-down-item: 12.ಕಾಡು (2) [752,1112,785,1120]
mid-divider [36,930,928,931]
clue-across-item: 5.ನೀರಿನ ತೊರೆ (3) [752,960,795,968]
pragg-headline: ಪ್ರಜ್ಞಾನಂದಗೆ ನಿರಾಸೆ [734,378,802,390]
prev-down-item: 9.ತಿಲ [672,1147,686,1155]
vijnana-right-rule [638,1184,639,1440]
crossword-cell[interactable] [537,1029,555,1047]
crossword-cell [520,1047,538,1065]
olympics-headline-line1: 2028ರ ಒಲಿಂಪಿಕ್ಸ್: ಕ್ರಿಕೆಟ್ [670,537,874,561]
